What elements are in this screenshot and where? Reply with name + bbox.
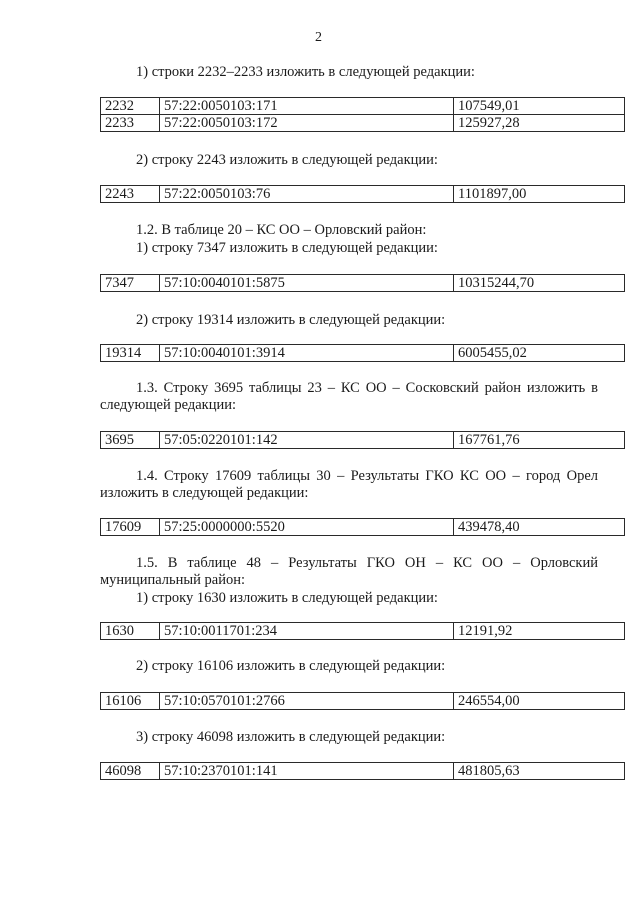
row-number-cell: 1630 <box>101 623 160 640</box>
row-number-cell: 2233 <box>101 115 160 132</box>
paragraph-instruction: 2) строку 19314 изложить в следующей редакции: <box>136 312 446 328</box>
cadastral-number-cell: 57:10:0040101:3914 <box>160 345 454 362</box>
cadastral-number-cell: 57:10:0570101:2766 <box>160 693 454 710</box>
table-row <box>101 763 625 780</box>
paragraph-instruction: 1) строку 1630 изложить в следующей редакции: <box>136 590 438 606</box>
record-table <box>100 97 625 132</box>
record-table <box>100 274 625 292</box>
record-table <box>100 762 625 780</box>
table-row <box>101 519 625 536</box>
value-cell: 12191,92 <box>454 623 625 640</box>
row-number-cell: 19314 <box>101 345 160 362</box>
cadastral-number-cell: 57:10:0040101:5875 <box>160 275 454 292</box>
cadastral-number-cell: 57:10:2370101:141 <box>160 763 454 780</box>
table-row <box>101 275 625 292</box>
paragraph-instruction: 2) строку 2243 изложить в следующей редакции: <box>136 152 438 168</box>
row-number-cell: 7347 <box>101 275 160 292</box>
record-table <box>100 692 625 710</box>
cadastral-number-cell: 57:25:0000000:5520 <box>160 519 454 536</box>
table-row <box>101 115 625 132</box>
value-cell: 246554,00 <box>454 693 625 710</box>
paragraph-instruction: 2) строку 16106 изложить в следующей редакции: <box>136 658 446 674</box>
value-cell: 167761,76 <box>454 432 625 449</box>
table-row <box>101 623 625 640</box>
paragraph-instruction: 3) строку 46098 изложить в следующей редакции: <box>136 729 446 745</box>
cadastral-number-cell: 57:22:0050103:171 <box>160 98 454 115</box>
value-cell: 125927,28 <box>454 115 625 132</box>
record-table <box>100 344 625 362</box>
value-cell: 481805,63 <box>454 763 625 780</box>
row-number-cell: 16106 <box>101 693 160 710</box>
value-cell: 1101897,00 <box>454 186 625 203</box>
cadastral-number-cell: 57:05:0220101:142 <box>160 432 454 449</box>
page-number: 2 <box>315 30 322 45</box>
section-heading: 1.5. В таблице 48 – Результаты ГКО ОН – КС ОО – Орловский муниципальный район: <box>100 555 598 588</box>
record-table <box>100 185 625 203</box>
value-cell: 439478,40 <box>454 519 625 536</box>
table-row <box>101 345 625 362</box>
row-number-cell: 3695 <box>101 432 160 449</box>
section-heading: 1.2. В таблице 20 – КС ОО – Орловский район: <box>136 222 427 238</box>
table-row <box>101 98 625 115</box>
row-number-cell: 46098 <box>101 763 160 780</box>
paragraph-instruction: 1) строки 2232–2233 изложить в следующей редакции: <box>136 64 475 80</box>
record-table <box>100 622 625 640</box>
record-table <box>100 431 625 449</box>
table-row <box>101 186 625 203</box>
paragraph-instruction: 1) строку 7347 изложить в следующей редакции: <box>136 240 438 256</box>
cadastral-number-cell: 57:10:0011701:234 <box>160 623 454 640</box>
record-table <box>100 518 625 536</box>
cadastral-number-cell: 57:22:0050103:172 <box>160 115 454 132</box>
value-cell: 107549,01 <box>454 98 625 115</box>
value-cell: 10315244,70 <box>454 275 625 292</box>
paragraph-instruction: 1.3. Строку 3695 таблицы 23 – КС ОО – Сосковский район изложить в следующей редакции: <box>100 380 598 413</box>
row-number-cell: 17609 <box>101 519 160 536</box>
row-number-cell: 2243 <box>101 186 160 203</box>
row-number-cell: 2232 <box>101 98 160 115</box>
cadastral-number-cell: 57:22:0050103:76 <box>160 186 454 203</box>
paragraph-instruction: 1.4. Строку 17609 таблицы 30 – Результаты ГКО КС ОО – город Орел изложить в следующей редакции: <box>100 468 598 501</box>
value-cell: 6005455,02 <box>454 345 625 362</box>
table-row <box>101 432 625 449</box>
table-row <box>101 693 625 710</box>
